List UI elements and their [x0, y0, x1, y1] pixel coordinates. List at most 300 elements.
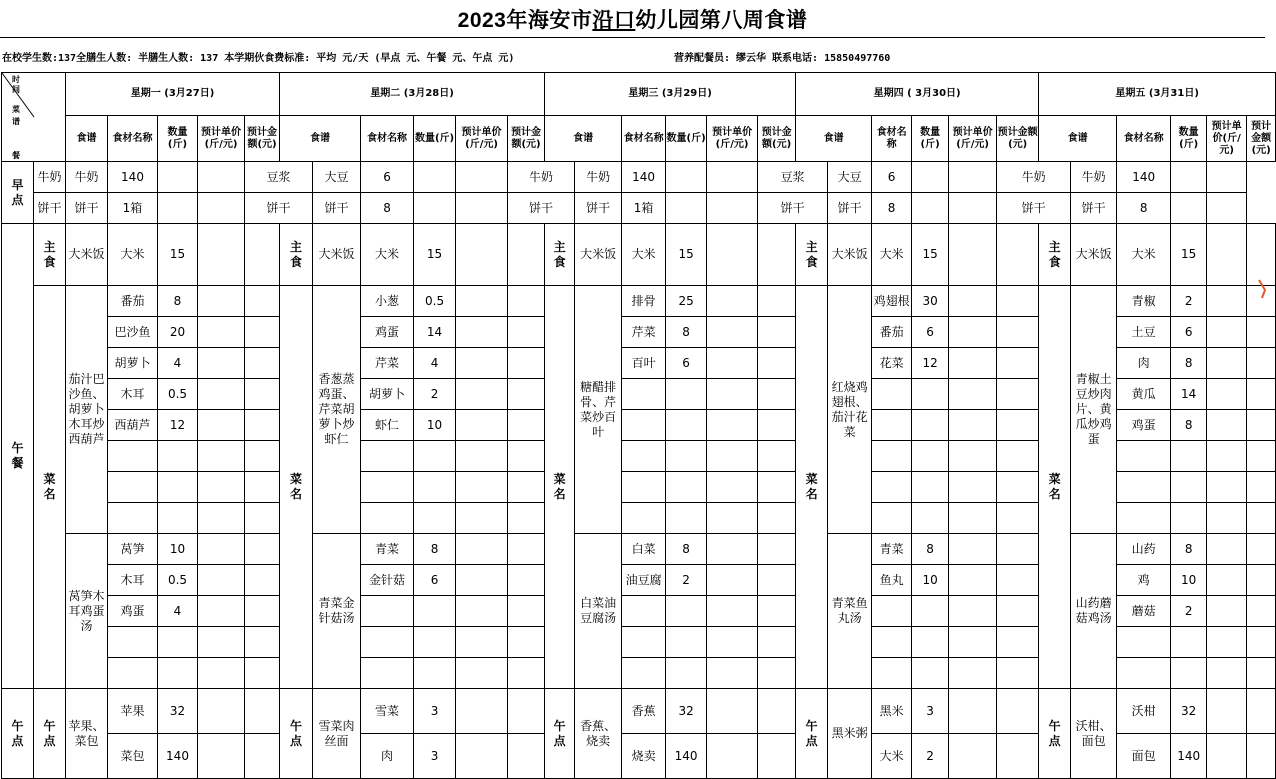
- col-header-label: 数量(斤): [920, 126, 941, 150]
- vertical-label-char: 食: [1048, 254, 1061, 269]
- price-cell: [198, 348, 245, 379]
- price-cell: [456, 379, 508, 410]
- col-header-price: [198, 116, 245, 162]
- ingredient-cell: 黑米: [872, 689, 912, 734]
- col-header-label: 预计单价(斤/元): [201, 126, 241, 150]
- col-header-label: 食谱: [310, 132, 331, 144]
- amount-cell: [245, 224, 280, 286]
- qty-cell: 140: [1117, 162, 1171, 193]
- price-cell: [414, 193, 456, 224]
- soup-name: 山药蘑菇鸡汤: [1071, 534, 1117, 689]
- qty-cell: [158, 472, 198, 503]
- qty-cell: 8: [912, 534, 949, 565]
- ingredient-cell: [1117, 472, 1171, 503]
- vertical-label-char: 名: [290, 487, 303, 501]
- price-cell: [456, 224, 508, 286]
- price-cell: [456, 286, 508, 317]
- col-header-label: 食谱: [823, 132, 844, 144]
- vertical-label-char: 食: [290, 254, 303, 269]
- ingredient-cell: 油豆腐: [622, 565, 666, 596]
- price-cell: [707, 534, 758, 565]
- amount-cell: [508, 441, 545, 472]
- qty-cell: 32: [666, 689, 707, 734]
- amount-cell: [245, 317, 280, 348]
- col-header-label: 预计单价(斤/元): [952, 126, 993, 150]
- ingredient-cell: [622, 441, 666, 472]
- qty-cell: [1171, 441, 1207, 472]
- amount-cell: [758, 286, 796, 317]
- amount-cell: [245, 534, 280, 565]
- ingredient-cell: [622, 627, 666, 658]
- amount-cell: [1247, 565, 1276, 596]
- qty-cell: 6: [912, 317, 949, 348]
- staple-dish: 大米饭: [828, 224, 872, 286]
- amount-cell: [997, 565, 1039, 596]
- breakfast-dish: 豆浆: [758, 162, 828, 193]
- amount-cell: [1247, 348, 1276, 379]
- vertical-label-char: 主: [1048, 239, 1061, 254]
- amount-cell: [1247, 658, 1276, 689]
- price-cell: [949, 286, 997, 317]
- qty-cell: 3: [414, 734, 456, 779]
- col-header-label: 预计金额(元): [511, 126, 542, 150]
- col-header-qty: [666, 116, 707, 162]
- price-cell: [707, 441, 758, 472]
- day-header-label: 星期一 (3月27日): [130, 88, 215, 99]
- price-cell: [456, 734, 508, 779]
- ingredient-cell: 木耳: [108, 379, 158, 410]
- qty-cell: 6: [1171, 317, 1207, 348]
- ingredient-cell: [872, 379, 912, 410]
- qty-cell: [666, 410, 707, 441]
- price-cell: [949, 503, 997, 534]
- qty-cell: 140: [1171, 734, 1207, 779]
- price-cell: [198, 410, 245, 441]
- qty-cell: [666, 503, 707, 534]
- amount-cell: [245, 627, 280, 658]
- dish-label: [1039, 286, 1071, 689]
- price-cell: [949, 379, 997, 410]
- qty-cell: 1箱: [622, 193, 666, 224]
- snack-sub-label: [1039, 689, 1071, 779]
- qty-cell: 14: [1171, 379, 1207, 410]
- soup-name: 莴笋木耳鸡蛋汤: [66, 534, 108, 689]
- amount-cell: [758, 596, 796, 627]
- amount-cell: [997, 503, 1039, 534]
- col-header-dish: [545, 116, 622, 162]
- col-header-label: 食材名称: [876, 126, 907, 150]
- col-header-label: 食谱: [1067, 132, 1088, 144]
- col-header-label: 食材名称: [367, 132, 408, 144]
- vertical-label-char: 名: [43, 487, 56, 501]
- day-header-fri: [1039, 73, 1276, 116]
- col-header-ingredient: [1117, 116, 1171, 162]
- ingredient-cell: 面包: [1117, 734, 1171, 779]
- vertical-label-char: 主: [805, 239, 818, 254]
- snack-name: 沃柑、面包: [1071, 689, 1117, 779]
- qty-cell: 3: [414, 689, 456, 734]
- col-header-dish: [66, 116, 108, 162]
- price-cell: [198, 472, 245, 503]
- qty-cell: [912, 472, 949, 503]
- col-header-dish: [1039, 116, 1117, 162]
- price-cell: [707, 286, 758, 317]
- price-cell: [456, 441, 508, 472]
- price-cell: [198, 658, 245, 689]
- amount-cell: [245, 379, 280, 410]
- breakfast-dish: 饼干: [997, 193, 1071, 224]
- amount-cell: [1247, 410, 1276, 441]
- qty-cell: 2: [1171, 596, 1207, 627]
- price-cell: [1207, 627, 1247, 658]
- page-title: 2023年海安市沿口幼儿园第八周食谱: [457, 9, 808, 32]
- amount-cell: [758, 565, 796, 596]
- qty-cell: 20: [158, 317, 198, 348]
- qty-cell: 0.5: [414, 286, 456, 317]
- ingredient-cell: 白菜: [622, 534, 666, 565]
- amount-cell: [997, 286, 1039, 317]
- ingredient-cell: 鱼丸: [872, 565, 912, 596]
- qty-cell: [158, 627, 198, 658]
- col-header-ingredient: [872, 116, 912, 162]
- amount-cell: [1247, 441, 1276, 472]
- amount-cell: [245, 658, 280, 689]
- amount-cell: [508, 734, 545, 779]
- price-cell: [198, 317, 245, 348]
- qty-cell: 2: [912, 734, 949, 779]
- ingredient-cell: 大米: [361, 224, 414, 286]
- price-cell: [707, 503, 758, 534]
- qty-cell: 15: [912, 224, 949, 286]
- amount-cell: [245, 503, 280, 534]
- ingredient-cell: 菜包: [108, 734, 158, 779]
- price-cell: [1207, 689, 1247, 734]
- qty-cell: [912, 441, 949, 472]
- col-header-label: 食谱: [573, 132, 594, 144]
- qty-cell: 2: [414, 379, 456, 410]
- amount-cell: [508, 410, 545, 441]
- ingredient-cell: 排骨: [622, 286, 666, 317]
- price-cell: [456, 348, 508, 379]
- ingredient-cell: 芹菜: [622, 317, 666, 348]
- price-cell: [456, 565, 508, 596]
- qty-cell: 15: [158, 224, 198, 286]
- ingredient-cell: 苹果: [108, 689, 158, 734]
- qty-cell: [158, 441, 198, 472]
- qty-cell: [912, 596, 949, 627]
- price-cell: [1207, 472, 1247, 503]
- vertical-label-char: 食: [553, 254, 566, 269]
- price-cell: [414, 162, 456, 193]
- ingredient-cell: 肉: [1117, 348, 1171, 379]
- price-cell: [949, 224, 997, 286]
- price-cell: [456, 410, 508, 441]
- amount-cell: [758, 379, 796, 410]
- dish-label: [280, 286, 313, 689]
- corner-label: 餐: [12, 151, 20, 160]
- qty-cell: 8: [158, 286, 198, 317]
- breakfast-dish: 牛奶: [508, 162, 575, 193]
- ingredient-cell: [361, 441, 414, 472]
- ingredient-cell: [1117, 503, 1171, 534]
- qty-cell: 10: [912, 565, 949, 596]
- amount-cell: [245, 441, 280, 472]
- price-cell: [456, 627, 508, 658]
- day-header-label: 星期三 (3月29日): [628, 88, 712, 99]
- vertical-label-char: 点: [43, 733, 56, 748]
- col-header-amount: [245, 116, 280, 162]
- ingredient-cell: [108, 503, 158, 534]
- lunch-label: [2, 224, 34, 689]
- corner-label: 谱: [12, 117, 20, 126]
- ingredient-cell: 百叶: [622, 348, 666, 379]
- ingredient-cell: 牛奶: [575, 162, 622, 193]
- price-cell: [949, 317, 997, 348]
- qty-cell: 8: [1171, 534, 1207, 565]
- col-header-label: 预计单价(斤/元): [712, 126, 753, 150]
- amount-cell: [758, 441, 796, 472]
- col-header-price: [707, 116, 758, 162]
- vertical-label-char: 主: [43, 239, 56, 254]
- vertical-label-char: 点: [805, 733, 818, 748]
- price-cell: [949, 565, 997, 596]
- col-header-qty: [1171, 116, 1207, 162]
- price-cell: [1207, 410, 1247, 441]
- staple-dish: 大米饭: [66, 224, 108, 286]
- price-cell: [949, 689, 997, 734]
- ingredient-cell: 青菜: [361, 534, 414, 565]
- price-cell: [158, 162, 198, 193]
- ingredient-cell: 金针菇: [361, 565, 414, 596]
- price-cell: [949, 441, 997, 472]
- price-cell: [707, 410, 758, 441]
- col-header-label: 数量(斤): [666, 132, 706, 144]
- price-cell: [949, 410, 997, 441]
- qty-cell: [158, 503, 198, 534]
- qty-cell: 4: [414, 348, 456, 379]
- qty-cell: 32: [1171, 689, 1207, 734]
- price-cell: [707, 224, 758, 286]
- price-cell: [949, 658, 997, 689]
- ingredient-cell: 大米: [622, 224, 666, 286]
- qty-cell: [912, 379, 949, 410]
- qty-cell: [1171, 658, 1207, 689]
- qty-cell: [414, 441, 456, 472]
- vertical-label-char: 名: [553, 487, 566, 501]
- amount-cell: [1207, 193, 1247, 224]
- ingredient-cell: 花菜: [872, 348, 912, 379]
- price-cell: [1207, 379, 1247, 410]
- amount-cell: [508, 503, 545, 534]
- ingredient-cell: 鸡蛋: [1117, 410, 1171, 441]
- vertical-label-char: 午: [805, 718, 818, 733]
- ingredient-cell: 牛奶: [1071, 162, 1117, 193]
- qty-cell: 140: [622, 162, 666, 193]
- ingredient-cell: 饼干: [828, 193, 872, 224]
- ingredient-cell: [622, 503, 666, 534]
- amount-cell: [1247, 627, 1276, 658]
- amount-cell: [997, 379, 1039, 410]
- amount-cell: [997, 689, 1039, 734]
- amount-cell: [758, 317, 796, 348]
- ingredient-cell: [872, 472, 912, 503]
- amount-cell: [508, 565, 545, 596]
- amount-cell: [508, 627, 545, 658]
- vertical-label-char: 名: [1048, 487, 1061, 501]
- col-header-amount: [508, 116, 545, 162]
- price-cell: [1207, 734, 1247, 779]
- qty-cell: 2: [1171, 286, 1207, 317]
- price-cell: [949, 348, 997, 379]
- ingredient-cell: [622, 410, 666, 441]
- breakfast-dish: 牛奶: [997, 162, 1071, 193]
- price-cell: [949, 596, 997, 627]
- price-cell: [949, 734, 997, 779]
- amount-cell: [997, 627, 1039, 658]
- amount-cell: [1247, 689, 1276, 734]
- ingredient-cell: 大豆: [313, 162, 361, 193]
- amount-cell: [758, 734, 796, 779]
- qty-cell: 8: [1171, 348, 1207, 379]
- ingredient-cell: [361, 627, 414, 658]
- amount-cell: [508, 596, 545, 627]
- ingredient-cell: 胡萝卜: [361, 379, 414, 410]
- ingredient-cell: 小葱: [361, 286, 414, 317]
- dish-name: 茄汁巴沙鱼、胡萝卜木耳炒西葫芦: [66, 286, 108, 534]
- staple-label: [796, 224, 828, 286]
- ingredient-cell: [872, 627, 912, 658]
- vertical-label-char: 午: [43, 718, 56, 733]
- qty-cell: 30: [912, 286, 949, 317]
- amount-cell: [997, 596, 1039, 627]
- vertical-label-char: 午: [11, 441, 24, 455]
- price-cell: [456, 689, 508, 734]
- amount-cell: [508, 379, 545, 410]
- ingredient-cell: 香蕉: [622, 689, 666, 734]
- qty-cell: [414, 596, 456, 627]
- vertical-label-char: 食: [805, 254, 818, 269]
- ingredient-cell: 蘑菇: [1117, 596, 1171, 627]
- qty-cell: 2: [666, 565, 707, 596]
- ingredient-cell: 虾仁: [361, 410, 414, 441]
- price-cell: [707, 627, 758, 658]
- breakfast-dish: 饼干: [758, 193, 828, 224]
- ingredient-cell: 雪菜: [361, 689, 414, 734]
- amount-cell: [245, 286, 280, 317]
- vertical-label-char: 点: [1048, 733, 1061, 748]
- ingredient-cell: [872, 596, 912, 627]
- qty-cell: 6: [361, 162, 414, 193]
- day-header-wed: [545, 73, 796, 116]
- staple-dish: 大米饭: [313, 224, 361, 286]
- amount-cell: [758, 534, 796, 565]
- vertical-label-char: 菜: [1048, 472, 1061, 486]
- amount-cell: [758, 472, 796, 503]
- day-header-label: 星期四 ( 3月30日): [873, 88, 961, 99]
- qty-cell: [912, 410, 949, 441]
- ingredient-cell: 莴笋: [108, 534, 158, 565]
- dish-label: [34, 286, 66, 689]
- price-cell: [198, 441, 245, 472]
- ingredient-cell: 芹菜: [361, 348, 414, 379]
- snack-sub-label: [796, 689, 828, 779]
- dish-name: 青椒土豆炒肉片、黄瓜炒鸡蛋: [1071, 286, 1117, 534]
- amount-cell: [997, 734, 1039, 779]
- day-header-mon: [66, 73, 280, 116]
- price-cell: [198, 627, 245, 658]
- ingredient-cell: [1117, 658, 1171, 689]
- vertical-label-char: 菜: [805, 472, 818, 486]
- qty-cell: [158, 658, 198, 689]
- amount-cell: [949, 162, 997, 193]
- dish-name: 香葱蒸鸡蛋、芹菜胡萝卜炒虾仁: [313, 286, 361, 534]
- snack-sub-label: [280, 689, 313, 779]
- snack-name: 苹果、菜包: [66, 689, 108, 779]
- amount-cell: [997, 472, 1039, 503]
- price-cell: [198, 734, 245, 779]
- amount-cell: [758, 658, 796, 689]
- vertical-label-char: 午: [553, 718, 566, 733]
- price-cell: [198, 596, 245, 627]
- qty-cell: 8: [361, 193, 414, 224]
- col-header-amount: [997, 116, 1039, 162]
- qty-cell: 8: [872, 193, 912, 224]
- vertical-label-char: 点: [553, 733, 566, 748]
- price-cell: [1207, 286, 1247, 317]
- amount-cell: [997, 534, 1039, 565]
- scroll-arrow-icon: [1258, 278, 1266, 300]
- amount-cell: [1247, 534, 1276, 565]
- amount-cell: [997, 410, 1039, 441]
- ingredient-cell: 大米: [872, 734, 912, 779]
- amount-cell: [997, 348, 1039, 379]
- qty-cell: 32: [158, 689, 198, 734]
- price-cell: [707, 472, 758, 503]
- price-cell: [707, 565, 758, 596]
- amount-cell: [456, 193, 508, 224]
- ingredient-cell: 巴沙鱼: [108, 317, 158, 348]
- soup-name: 青菜金针菇汤: [313, 534, 361, 689]
- price-cell: [456, 596, 508, 627]
- ingredient-cell: [361, 658, 414, 689]
- day-header-tue: [280, 73, 545, 116]
- amount-cell: [949, 193, 997, 224]
- corner-header: [2, 73, 65, 161]
- qty-cell: 10: [1171, 565, 1207, 596]
- amount-cell: [508, 317, 545, 348]
- price-cell: [198, 565, 245, 596]
- ingredient-cell: 番茄: [872, 317, 912, 348]
- amount-cell: [1247, 596, 1276, 627]
- amount-cell: [508, 472, 545, 503]
- price-cell: [1207, 317, 1247, 348]
- qty-cell: 15: [414, 224, 456, 286]
- col-header-label: 预计单价(斤/元): [461, 126, 502, 150]
- qty-cell: [1171, 503, 1207, 534]
- breakfast-dish: 饼干: [34, 193, 66, 224]
- price-cell: [707, 317, 758, 348]
- qty-cell: 8: [1117, 193, 1171, 224]
- qty-cell: 0.5: [158, 379, 198, 410]
- ingredient-cell: 胡萝卜: [108, 348, 158, 379]
- price-cell: [707, 379, 758, 410]
- qty-cell: 3: [912, 689, 949, 734]
- amount-cell: [997, 658, 1039, 689]
- breakfast-dish: 饼干: [508, 193, 575, 224]
- staple-dish: 大米饭: [1071, 224, 1117, 286]
- price-cell: [198, 286, 245, 317]
- vertical-label-char: 点: [290, 733, 303, 748]
